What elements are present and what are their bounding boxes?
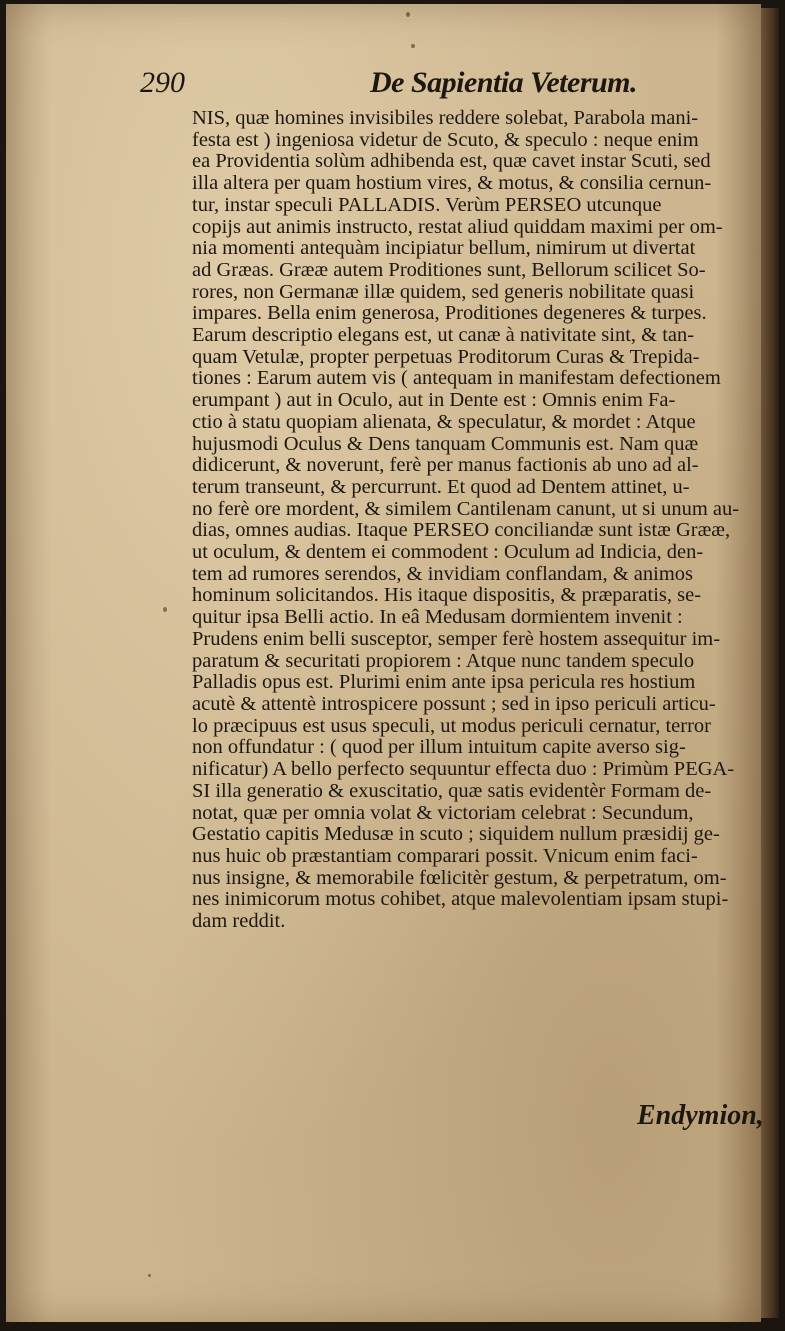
text-line: illa altera per quam hostium vires, & motus, & consilia cernun-	[192, 173, 712, 195]
text-line: paratum & securitati propiorem : Atque nunc tandem speculo	[192, 650, 695, 672]
page-header	[140, 66, 640, 106]
text-line: non offundatur : ( quod per illum intuitum capite averso sig-	[192, 737, 686, 759]
catchword: Endymion,	[637, 1100, 764, 1131]
text-line: ctio à statu quopiam alienata, & speculatur, & mordet : Atque	[192, 411, 696, 433]
text-line: Earum descriptio elegans est, ut canæ à nativitate sint, & tan-	[192, 325, 695, 347]
ink-spot	[148, 1274, 151, 1277]
body-text	[192, 108, 762, 933]
text-line: hominum solicitandos. His itaque dispositis, & præparatis, se-	[192, 585, 702, 607]
text-line: tiones : Earum autem vis ( antequam in manifestam defectionem	[192, 368, 721, 390]
text-line: didicerunt, & noverunt, ferè per manus factionis ab uno ad al-	[192, 455, 699, 477]
text-line: hujusmodi Oculus & Dens tanquam Communis est. Nam quæ	[192, 433, 699, 455]
text-line: rores, non Germanæ illæ quidem, sed generis nobilitate quasi	[192, 281, 695, 303]
text-line: notat, quæ per omnia volat & victoriam celebrat : Secundum,	[192, 802, 694, 824]
text-line: ea Providentia solùm adhibenda est, quæ cavet instar Scuti, sed	[192, 151, 711, 173]
text-line: no ferè ore mordent, & similem Cantilenam canunt, ut si unum au-	[192, 498, 740, 520]
text-line: nificatur) A bello perfecto sequuntur effecta duo : Primùm PEGA-	[192, 759, 735, 781]
text-line: Gestatio capitis Medusæ in scuto ; siquidem nullum præsidij ge-	[192, 824, 720, 846]
running-title: De Sapientia Veterum.	[370, 66, 638, 99]
text-line: Prudens enim belli susceptor, semper ferè hostem assequitur im-	[192, 628, 721, 650]
text-line: SI illa generatio & exuscitatio, quæ satis evidentèr Formam de-	[192, 780, 712, 802]
text-line: nia momenti antequàm incipiatur bellum, nimirum ut divertat	[192, 238, 696, 260]
ink-spot	[163, 607, 167, 612]
ink-spot	[411, 44, 415, 48]
text-line: ut oculum, & dentem ei commodent : Oculum ad Indicia, den-	[192, 542, 704, 564]
text-line: nes inimicorum motus cohibet, atque malevolentiam ipsam stupi-	[192, 889, 729, 911]
text-line: festa est ) ingeniosa videtur de Scuto, & speculo : neque enim	[192, 129, 699, 151]
text-line: NIS, quæ homines invisibiles reddere solebat, Parabola mani-	[192, 108, 699, 129]
text-line: copijs aut animis instructo, restat aliud quiddam maximi per om-	[192, 216, 723, 238]
text-line: quam Vetulæ, propter perpetuas Proditorum Curas & Trepida-	[192, 346, 700, 368]
text-line: terum transeunt, & percurrunt. Et quod ad Dentem attinet, u-	[192, 476, 690, 498]
text-line: quitur ipsa Belli actio. In eâ Medusam dormientem invenit :	[192, 607, 683, 629]
text-line: lo præcipuus est usus speculi, ut modus periculi cernatur, terror	[192, 715, 711, 737]
text-line: dias, omnes audias. Itaque PERSEO conciliandæ sunt istæ Grææ,	[192, 520, 731, 542]
text-line: impares. Bella enim generosa, Proditiones degeneres & turpes.	[192, 303, 707, 325]
text-line: acutè & attentè introspicere possunt ; sed in ipso periculi articu-	[192, 693, 716, 715]
text-line: Palladis opus est. Plurimi enim ante ipsa pericula res hostium	[192, 672, 696, 694]
text-line: nus insigne, & memorabile fœlicitèr gestum, & perpetratum, om-	[192, 867, 727, 889]
text-line: tur, instar speculi PALLADIS. Verùm PERSEO utcunque	[192, 194, 662, 216]
text-line: ad Græas. Grææ autem Proditiones sunt, Bellorum scilicet So-	[192, 259, 706, 281]
text-line: erumpant ) aut in Oculo, aut in Dente est : Omnis enim Fa-	[192, 390, 676, 412]
ink-spot	[406, 12, 410, 17]
page-number: 290	[140, 66, 185, 99]
text-line: dam reddit.	[192, 911, 286, 933]
text-line: tem ad rumores serendos, & invidiam conflandam, & animos	[192, 563, 693, 585]
text-line: nus huic ob præstantiam comparari possit. Vnicum enim faci-	[192, 845, 698, 867]
